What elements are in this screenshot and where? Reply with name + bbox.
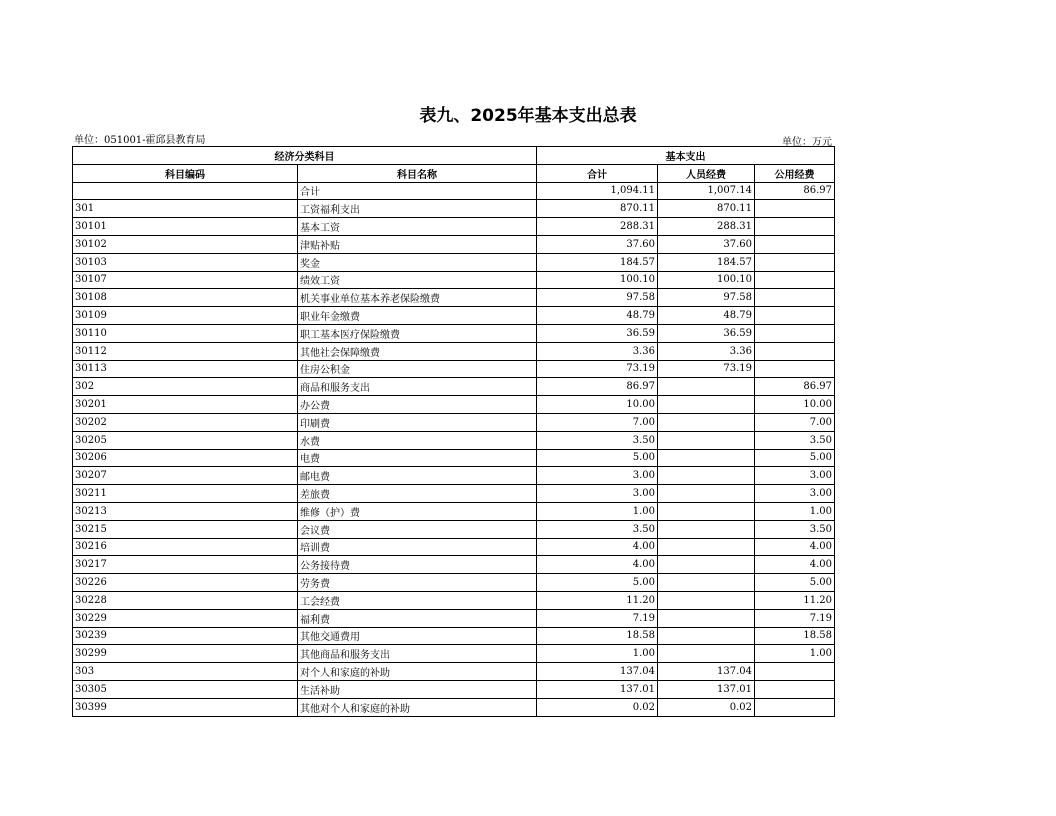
header-total: 合计 (537, 164, 658, 182)
table-row (73, 289, 835, 307)
subject-name-cell: 奖金 (298, 253, 537, 271)
subject-code-cell: 30109 (73, 307, 298, 325)
subject-code-cell: 301 (73, 200, 298, 218)
table-row (73, 396, 835, 414)
header-basic-expenditure: 基本支出 (537, 147, 835, 165)
table-row (73, 591, 835, 609)
table-row (73, 449, 835, 467)
subject-code-cell (73, 182, 298, 200)
table-row (73, 645, 835, 663)
subject-name-cell: 合计 (298, 182, 537, 200)
personnel-cost-cell: 184.57 (658, 253, 755, 271)
subject-code-cell: 30217 (73, 556, 298, 574)
subject-name-cell: 印刷费 (298, 413, 537, 431)
public-cost-cell: 3.50 (755, 431, 835, 449)
public-cost-cell: 5.00 (755, 574, 835, 592)
personnel-cost-cell: 288.31 (658, 218, 755, 236)
table-row (73, 538, 835, 556)
public-cost-cell: 18.58 (755, 627, 835, 645)
personnel-cost-cell: 870.11 (658, 200, 755, 218)
table-row (73, 680, 835, 698)
table-row (73, 182, 835, 200)
subject-code-cell: 30239 (73, 627, 298, 645)
subject-name-cell: 机关事业单位基本养老保险缴费 (298, 289, 537, 307)
total-cell: 870.11 (537, 200, 658, 218)
personnel-cost-cell (658, 502, 755, 520)
total-cell: 10.00 (537, 396, 658, 414)
personnel-cost-cell: 137.04 (658, 663, 755, 681)
total-cell: 86.97 (537, 378, 658, 396)
table-row (73, 253, 835, 271)
public-cost-cell (755, 663, 835, 681)
personnel-cost-cell (658, 556, 755, 574)
subject-code-cell: 303 (73, 663, 298, 681)
public-cost-cell: 1.00 (755, 645, 835, 663)
public-cost-cell (755, 200, 835, 218)
subject-name-cell: 公务接待费 (298, 556, 537, 574)
table-row (73, 342, 835, 360)
total-cell: 36.59 (537, 324, 658, 342)
subject-code-cell: 30101 (73, 218, 298, 236)
subject-code-cell: 30110 (73, 324, 298, 342)
public-cost-cell (755, 680, 835, 698)
total-cell: 97.58 (537, 289, 658, 307)
header-personnel-cost: 人员经费 (658, 164, 755, 182)
currency-unit-label: 单位：万元 (782, 137, 832, 148)
personnel-cost-cell (658, 591, 755, 609)
public-cost-cell: 3.50 (755, 520, 835, 538)
subject-code-cell: 30216 (73, 538, 298, 556)
public-cost-cell: 1.00 (755, 502, 835, 520)
table-row (73, 235, 835, 253)
subject-code-cell: 30107 (73, 271, 298, 289)
subject-code-cell: 30113 (73, 360, 298, 378)
header-econ-classification: 经济分类科目 (73, 147, 537, 165)
personnel-cost-cell (658, 467, 755, 485)
public-cost-cell (755, 360, 835, 378)
personnel-cost-cell (658, 396, 755, 414)
subject-name-cell: 住房公积金 (298, 360, 537, 378)
public-cost-cell (755, 218, 835, 236)
total-cell: 4.00 (537, 556, 658, 574)
total-cell: 100.10 (537, 271, 658, 289)
total-cell: 18.58 (537, 627, 658, 645)
table-row (73, 556, 835, 574)
basic-expenditure-table (72, 146, 835, 717)
table-row (73, 467, 835, 485)
personnel-cost-cell: 73.19 (658, 360, 755, 378)
public-cost-cell: 4.00 (755, 556, 835, 574)
table-row (73, 378, 835, 396)
table-row (73, 574, 835, 592)
personnel-cost-cell: 100.10 (658, 271, 755, 289)
subject-code-cell: 30229 (73, 609, 298, 627)
unit-label: 单位：051001-霍邱县教育局 (74, 135, 206, 146)
personnel-cost-cell (658, 645, 755, 663)
table-row (73, 200, 835, 218)
public-cost-cell (755, 324, 835, 342)
personnel-cost-cell (658, 538, 755, 556)
subject-code-cell: 30207 (73, 467, 298, 485)
subject-name-cell: 福利费 (298, 609, 537, 627)
total-cell: 3.36 (537, 342, 658, 360)
subject-code-cell: 30215 (73, 520, 298, 538)
public-cost-cell (755, 698, 835, 716)
total-cell: 7.19 (537, 609, 658, 627)
subject-code-cell: 30108 (73, 289, 298, 307)
table-row (73, 271, 835, 289)
page-title: 表九、2025年基本支出总表 (419, 106, 637, 126)
total-cell: 11.20 (537, 591, 658, 609)
total-cell: 1,094.11 (537, 182, 658, 200)
table-body (73, 182, 835, 716)
personnel-cost-cell: 37.60 (658, 235, 755, 253)
total-cell: 37.60 (537, 235, 658, 253)
subject-code-cell: 30228 (73, 591, 298, 609)
subject-name-cell: 其他商品和服务支出 (298, 645, 537, 663)
total-cell: 3.50 (537, 520, 658, 538)
subject-name-cell: 商品和服务支出 (298, 378, 537, 396)
table-row (73, 218, 835, 236)
total-cell: 137.04 (537, 663, 658, 681)
total-cell: 73.19 (537, 360, 658, 378)
personnel-cost-cell: 48.79 (658, 307, 755, 325)
table-row (73, 520, 835, 538)
personnel-cost-cell: 3.36 (658, 342, 755, 360)
subject-name-cell: 会议费 (298, 520, 537, 538)
total-cell: 4.00 (537, 538, 658, 556)
public-cost-cell: 3.00 (755, 485, 835, 503)
total-cell: 3.00 (537, 467, 658, 485)
subject-name-cell: 其他对个人和家庭的补助 (298, 698, 537, 716)
subject-code-cell: 30201 (73, 396, 298, 414)
total-cell: 48.79 (537, 307, 658, 325)
subject-code-cell: 30213 (73, 502, 298, 520)
total-cell: 288.31 (537, 218, 658, 236)
subject-code-cell: 30399 (73, 698, 298, 716)
personnel-cost-cell: 0.02 (658, 698, 755, 716)
public-cost-cell (755, 307, 835, 325)
subject-name-cell: 培训费 (298, 538, 537, 556)
header-subject-name: 科目名称 (298, 164, 537, 182)
public-cost-cell: 7.19 (755, 609, 835, 627)
personnel-cost-cell: 97.58 (658, 289, 755, 307)
total-cell: 5.00 (537, 449, 658, 467)
subject-code-cell: 30103 (73, 253, 298, 271)
personnel-cost-cell (658, 520, 755, 538)
public-cost-cell: 10.00 (755, 396, 835, 414)
header-public-cost: 公用经费 (755, 164, 835, 182)
total-cell: 137.01 (537, 680, 658, 698)
public-cost-cell: 11.20 (755, 591, 835, 609)
personnel-cost-cell (658, 609, 755, 627)
table-row (73, 324, 835, 342)
subject-name-cell: 生活补助 (298, 680, 537, 698)
subject-name-cell: 办公费 (298, 396, 537, 414)
personnel-cost-cell (658, 485, 755, 503)
subject-name-cell: 维修（护）费 (298, 502, 537, 520)
table-row (73, 663, 835, 681)
public-cost-cell: 5.00 (755, 449, 835, 467)
subject-name-cell: 职业年金缴费 (298, 307, 537, 325)
header-subject-code: 科目编码 (73, 164, 298, 182)
personnel-cost-cell (658, 449, 755, 467)
subject-name-cell: 其他交通费用 (298, 627, 537, 645)
total-cell: 0.02 (537, 698, 658, 716)
public-cost-cell (755, 253, 835, 271)
personnel-cost-cell (658, 574, 755, 592)
personnel-cost-cell: 36.59 (658, 324, 755, 342)
personnel-cost-cell (658, 378, 755, 396)
public-cost-cell (755, 235, 835, 253)
public-cost-cell: 86.97 (755, 182, 835, 200)
public-cost-cell: 3.00 (755, 467, 835, 485)
subject-code-cell: 30305 (73, 680, 298, 698)
table-row (73, 609, 835, 627)
subject-code-cell: 30211 (73, 485, 298, 503)
total-cell: 3.50 (537, 431, 658, 449)
subject-name-cell: 津贴补贴 (298, 235, 537, 253)
table-row (73, 485, 835, 503)
total-cell: 5.00 (537, 574, 658, 592)
total-cell: 3.00 (537, 485, 658, 503)
table-row (73, 307, 835, 325)
subject-name-cell: 其他社会保障缴费 (298, 342, 537, 360)
subject-name-cell: 差旅费 (298, 485, 537, 503)
table-row (73, 431, 835, 449)
subject-name-cell: 水费 (298, 431, 537, 449)
table-row (73, 698, 835, 716)
table-row (73, 502, 835, 520)
subject-name-cell: 基本工资 (298, 218, 537, 236)
personnel-cost-cell: 137.01 (658, 680, 755, 698)
total-cell: 184.57 (537, 253, 658, 271)
total-cell: 1.00 (537, 502, 658, 520)
subject-name-cell: 邮电费 (298, 467, 537, 485)
subject-name-cell: 对个人和家庭的补助 (298, 663, 537, 681)
subject-name-cell: 绩效工资 (298, 271, 537, 289)
total-cell: 7.00 (537, 413, 658, 431)
subject-name-cell: 劳务费 (298, 574, 537, 592)
public-cost-cell: 4.00 (755, 538, 835, 556)
personnel-cost-cell (658, 431, 755, 449)
personnel-cost-cell (658, 413, 755, 431)
public-cost-cell (755, 342, 835, 360)
subject-name-cell: 工会经费 (298, 591, 537, 609)
subject-code-cell: 30206 (73, 449, 298, 467)
table-row (73, 360, 835, 378)
subject-code-cell: 30202 (73, 413, 298, 431)
subject-code-cell: 30112 (73, 342, 298, 360)
subject-code-cell: 302 (73, 378, 298, 396)
public-cost-cell (755, 289, 835, 307)
subject-name-cell: 工资福利支出 (298, 200, 537, 218)
personnel-cost-cell: 1,007.14 (658, 182, 755, 200)
subject-code-cell: 30102 (73, 235, 298, 253)
subject-code-cell: 30226 (73, 574, 298, 592)
total-cell: 1.00 (537, 645, 658, 663)
subject-code-cell: 30205 (73, 431, 298, 449)
subject-name-cell: 电费 (298, 449, 537, 467)
table-row (73, 413, 835, 431)
public-cost-cell: 86.97 (755, 378, 835, 396)
public-cost-cell (755, 271, 835, 289)
personnel-cost-cell (658, 627, 755, 645)
subject-code-cell: 30299 (73, 645, 298, 663)
public-cost-cell: 7.00 (755, 413, 835, 431)
table-row (73, 627, 835, 645)
subject-name-cell: 职工基本医疗保险缴费 (298, 324, 537, 342)
